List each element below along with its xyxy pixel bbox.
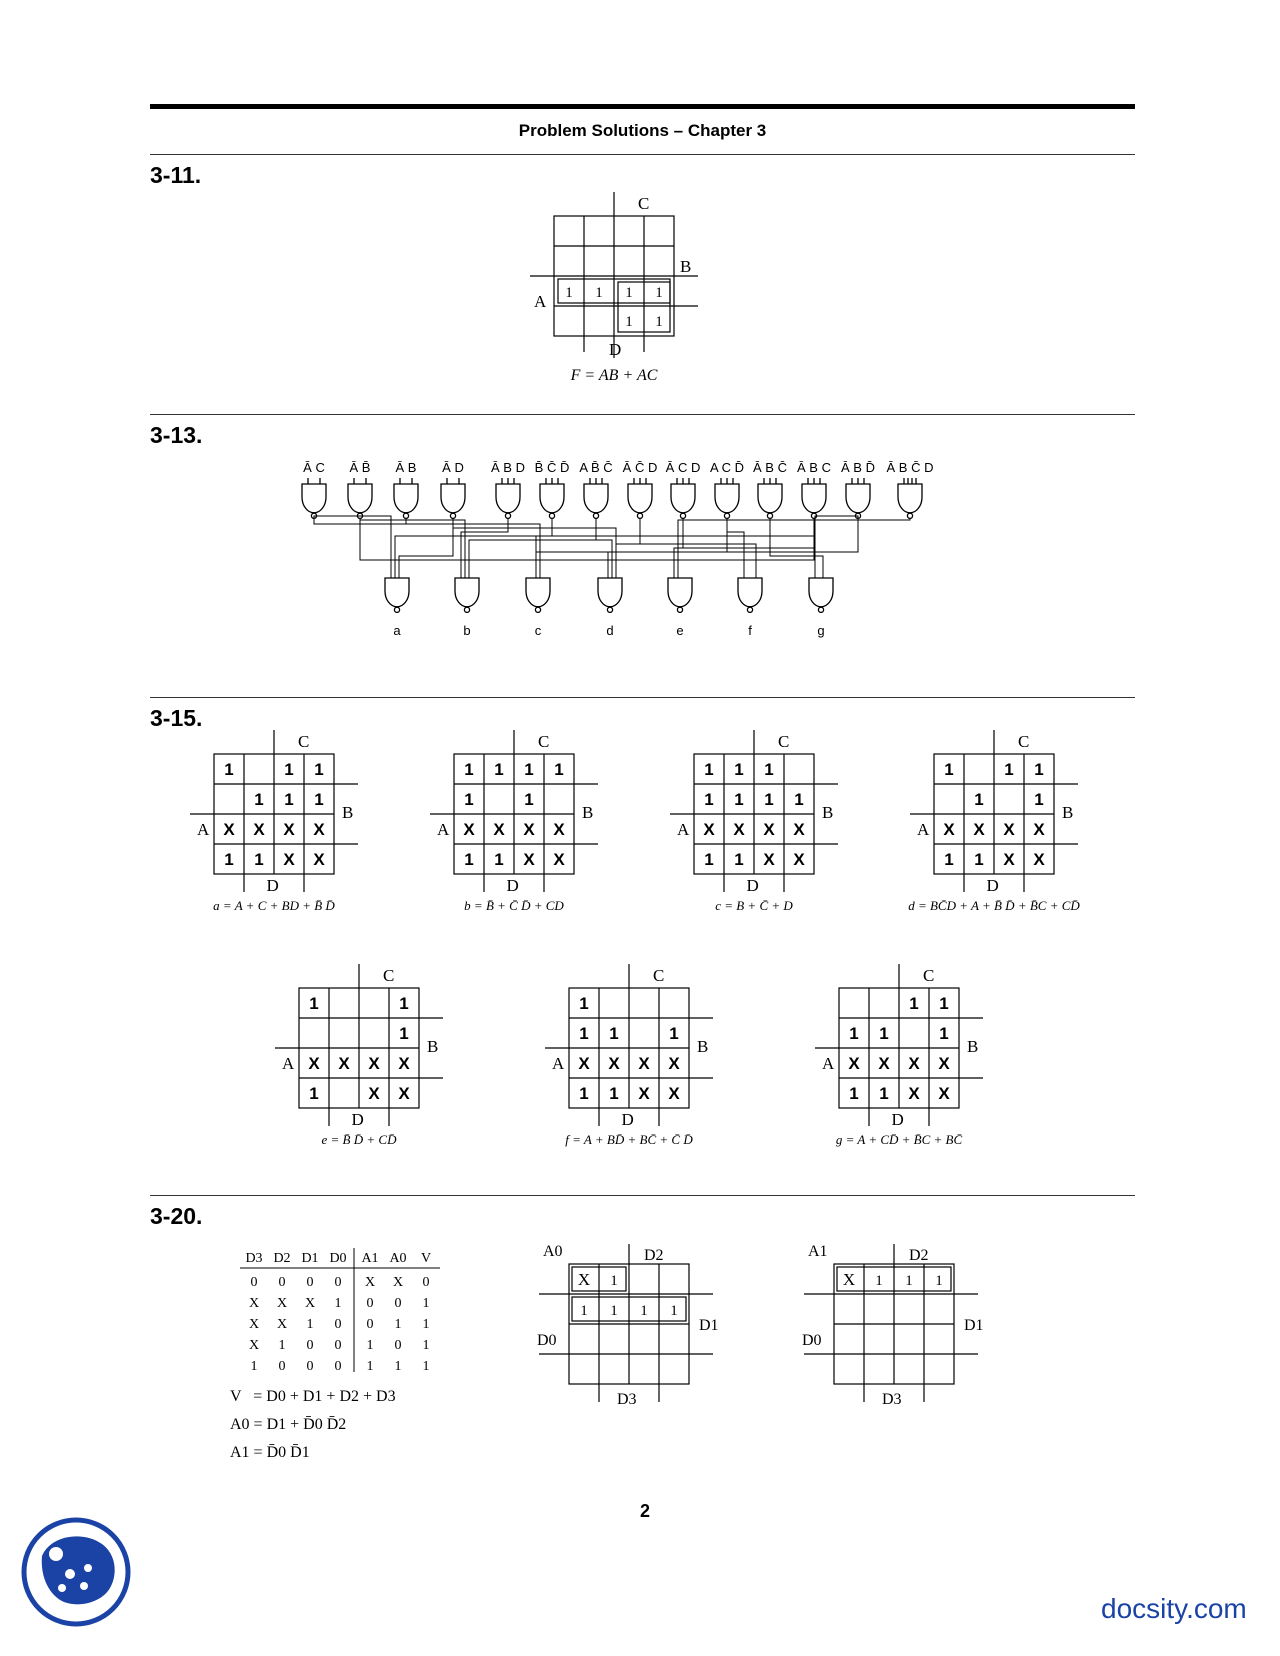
divider xyxy=(150,1195,1135,1196)
cell: 1 xyxy=(944,850,954,869)
gate-input-term: A C D̄ xyxy=(710,460,744,475)
output-label: f xyxy=(748,622,752,638)
table-header: V xyxy=(420,1251,432,1266)
cell: 1 xyxy=(610,1273,618,1289)
cell: 1 xyxy=(974,850,984,869)
cell: X xyxy=(938,1084,950,1103)
cell: X xyxy=(608,1054,620,1073)
table-cell: 0 xyxy=(394,1296,402,1311)
gate-input-term: Ā C D xyxy=(665,460,701,475)
cell: 1 xyxy=(494,850,504,869)
output-label: a xyxy=(393,622,401,638)
cell: 1 xyxy=(524,790,534,809)
cell: X xyxy=(938,1054,950,1073)
table-cell: 0 xyxy=(306,1359,314,1374)
cell: 1 xyxy=(595,285,603,301)
gate-input-term: Ā B C̄ D xyxy=(886,460,934,475)
right-label: D1 xyxy=(964,1317,984,1334)
table-cell: 1 xyxy=(422,1359,430,1374)
problem-number-3-13: 3-13. xyxy=(150,422,203,448)
header-divider xyxy=(150,154,1135,155)
cell: 1 xyxy=(640,1303,648,1319)
output-label: c xyxy=(534,622,542,638)
cell: X xyxy=(1003,820,1015,839)
equation-7: g = A + CD̄ + B̄C + BC̄ xyxy=(835,1132,963,1147)
cell: X xyxy=(368,1084,380,1103)
label-a: A xyxy=(437,820,450,839)
table-cell: 1 xyxy=(366,1338,374,1353)
cell: X xyxy=(338,1054,350,1073)
table-cell: X xyxy=(304,1296,316,1311)
table-header: A1 xyxy=(361,1251,379,1266)
top-label: D2 xyxy=(909,1247,929,1264)
corner-label: A0 xyxy=(543,1243,563,1260)
gate-network-3-13 xyxy=(300,460,1000,680)
table-cell: 1 xyxy=(422,1296,430,1311)
gate-input-term: A B̄ C̄ xyxy=(579,460,613,475)
cell: X xyxy=(668,1054,680,1073)
cell: 1 xyxy=(609,1084,619,1103)
label-d: D xyxy=(351,1110,364,1129)
cell: 1 xyxy=(655,285,663,301)
table-cell: 0 xyxy=(306,1275,314,1290)
equation-a1: A1 = D̄0 D̄1 xyxy=(230,1444,310,1461)
table-cell: X xyxy=(248,1317,260,1332)
label-c: C xyxy=(923,966,935,985)
running-head: Problem Solutions – Chapter 3 xyxy=(518,121,767,140)
bottom-label: D3 xyxy=(617,1391,637,1408)
cell: 1 xyxy=(974,790,984,809)
cell: 1 xyxy=(524,760,534,779)
cell: 1 xyxy=(579,1024,589,1043)
cell: X xyxy=(638,1054,650,1073)
cell: X xyxy=(638,1084,650,1103)
cell: X xyxy=(553,850,565,869)
cell: X xyxy=(1033,820,1045,839)
cell: 1 xyxy=(935,1273,943,1289)
cell: 1 xyxy=(939,994,949,1013)
label-c: C xyxy=(778,732,790,751)
table-cell: 1 xyxy=(366,1359,374,1374)
cell: 1 xyxy=(704,760,714,779)
truth-table-3-20 xyxy=(240,1246,450,1376)
label-c: C xyxy=(638,194,650,213)
label-c: C xyxy=(1018,732,1030,751)
equation-2: b = B̄ + C̄ D̄ + CD xyxy=(464,898,564,913)
kmap-7 xyxy=(805,962,1005,1152)
table-header: D0 xyxy=(329,1251,347,1266)
cell: 1 xyxy=(875,1273,883,1289)
cell: X xyxy=(253,820,265,839)
bottom-label: D3 xyxy=(882,1391,902,1408)
problem-number-3-20: 3-20. xyxy=(150,1203,203,1229)
table-header: D1 xyxy=(301,1251,319,1266)
table-cell: 1 xyxy=(394,1317,402,1332)
cell: 1 xyxy=(879,1024,889,1043)
cell: 1 xyxy=(579,994,589,1013)
cell: X xyxy=(523,850,535,869)
cell: 1 xyxy=(464,850,474,869)
cell: 1 xyxy=(734,790,744,809)
table-header: D2 xyxy=(273,1251,291,1266)
table-cell: 0 xyxy=(422,1275,430,1290)
label-d: D xyxy=(621,1110,634,1129)
brand-link[interactable]: docsity.com xyxy=(1101,1593,1247,1624)
cell: X xyxy=(368,1054,380,1073)
label-b: B xyxy=(342,803,354,822)
gate-input-term: Ā B xyxy=(395,460,417,475)
cell: X xyxy=(793,850,805,869)
cell: 1 xyxy=(309,994,319,1013)
table-cell: 0 xyxy=(334,1338,342,1353)
cell: 1 xyxy=(494,760,504,779)
cell: X xyxy=(1003,850,1015,869)
cell: 1 xyxy=(944,760,954,779)
cell: 1 xyxy=(254,850,264,869)
cell: X xyxy=(578,1054,590,1073)
label-d: D xyxy=(609,340,622,359)
label-b: B xyxy=(582,803,594,822)
cell: X xyxy=(493,820,505,839)
label-a: A xyxy=(282,1054,295,1073)
cell: 1 xyxy=(314,760,324,779)
kmap-1 xyxy=(180,728,380,918)
table-cell: 1 xyxy=(394,1359,402,1374)
cell: 1 xyxy=(284,760,294,779)
cell: 1 xyxy=(610,1303,618,1319)
gate-input-term: Ā C̄ D xyxy=(622,460,658,475)
output-label: b xyxy=(463,622,471,638)
cell: 1 xyxy=(554,760,564,779)
equation-3: c = B + C̄ + D xyxy=(715,898,793,913)
gate-input-term: Ā B D xyxy=(491,460,525,475)
cell: 1 xyxy=(879,1084,889,1103)
cell: X xyxy=(283,820,295,839)
cell: X xyxy=(763,850,775,869)
table-cell: 1 xyxy=(250,1359,258,1374)
label-a: A xyxy=(822,1054,835,1073)
gate-input-term: Ā C xyxy=(303,460,325,475)
kmap-6 xyxy=(535,962,735,1152)
equation-v: V = D0 + D1 + D2 + D3 xyxy=(230,1388,396,1405)
top-rule xyxy=(150,104,1135,109)
cell: X xyxy=(523,820,535,839)
equation-3-11: F = AB + AC xyxy=(570,367,658,384)
cell: 1 xyxy=(1004,760,1014,779)
label-d: D xyxy=(506,876,519,895)
gate-input-term: Ā B C xyxy=(797,460,831,475)
label-b: B xyxy=(1062,803,1074,822)
gate-input-term: B̄ C̄ D̄ xyxy=(534,460,570,475)
label-a: A xyxy=(197,820,210,839)
equation-1: a = A + C + BD + B̄ D̄ xyxy=(213,898,335,913)
cell: X xyxy=(463,820,475,839)
cell: 1 xyxy=(580,1303,588,1319)
cell: 1 xyxy=(565,285,573,301)
table-cell: X xyxy=(364,1275,376,1290)
cell: X xyxy=(553,820,565,839)
table-cell: 0 xyxy=(334,1359,342,1374)
label-c: C xyxy=(383,966,395,985)
label-b: B xyxy=(967,1037,979,1056)
equation-5: e = B̄ D̄ + CD̄ xyxy=(321,1132,397,1147)
cell: 1 xyxy=(284,790,294,809)
kmap-a0 xyxy=(535,1238,755,1423)
gate-input-term: Ā B D̄ xyxy=(841,460,875,475)
label-d: D xyxy=(746,876,759,895)
output-label: d xyxy=(606,622,614,638)
table-cell: 1 xyxy=(422,1317,430,1332)
cell: X xyxy=(793,820,805,839)
cell: 1 xyxy=(905,1273,913,1289)
table-cell: 0 xyxy=(278,1359,286,1374)
cell: X xyxy=(1033,850,1045,869)
cell: 1 xyxy=(464,790,474,809)
gate-input-term: Ā B C̄ xyxy=(753,460,787,475)
cell: 1 xyxy=(849,1024,859,1043)
label-b: B xyxy=(680,257,692,276)
kmap-3-11 xyxy=(520,190,720,390)
cell: 1 xyxy=(224,850,234,869)
cell: 1 xyxy=(1034,790,1044,809)
top-label: D2 xyxy=(644,1247,664,1264)
cell: 1 xyxy=(1034,760,1044,779)
output-label: g xyxy=(817,622,825,638)
right-label: D1 xyxy=(699,1317,719,1334)
cell: 1 xyxy=(704,790,714,809)
cell: 1 xyxy=(464,760,474,779)
label-a: A xyxy=(534,292,547,311)
cell: X xyxy=(908,1054,920,1073)
label-c: C xyxy=(298,732,310,751)
equation-6: f = A + BD̄ + BC̄ + C̄ D̄ xyxy=(565,1132,693,1147)
cell: X xyxy=(668,1084,680,1103)
cell: X xyxy=(848,1054,860,1073)
cell: X xyxy=(703,820,715,839)
cell: X xyxy=(283,850,295,869)
cell: X xyxy=(308,1054,320,1073)
cell: X xyxy=(313,820,325,839)
label-b: B xyxy=(822,803,834,822)
cell: 1 xyxy=(254,790,264,809)
label-c: C xyxy=(538,732,550,751)
label-d: D xyxy=(891,1110,904,1129)
label-d: D xyxy=(266,876,279,895)
gate-input-term: Ā B̄ xyxy=(349,460,371,475)
label-c: C xyxy=(653,966,665,985)
label-b: B xyxy=(427,1037,439,1056)
cell: X xyxy=(908,1084,920,1103)
cell: X xyxy=(398,1084,410,1103)
table-cell: 0 xyxy=(334,1317,342,1332)
table-cell: 0 xyxy=(278,1275,286,1290)
cell: X xyxy=(733,820,745,839)
cell: X xyxy=(313,850,325,869)
problem-number-3-11: 3-11. xyxy=(150,162,202,188)
cell: 1 xyxy=(399,994,409,1013)
table-cell: 0 xyxy=(250,1275,258,1290)
table-cell: X xyxy=(392,1275,404,1290)
cell: 1 xyxy=(704,850,714,869)
equation-a0: A0 = D1 + D̄0 D̄2 xyxy=(230,1416,347,1433)
cell: X xyxy=(763,820,775,839)
page-number: 2 xyxy=(639,1501,650,1521)
left-label: D0 xyxy=(802,1332,822,1349)
table-cell: 1 xyxy=(278,1338,286,1353)
cell: 1 xyxy=(849,1084,859,1103)
cell: 1 xyxy=(399,1024,409,1043)
cell: 1 xyxy=(734,850,744,869)
cell: X xyxy=(842,1270,856,1289)
cell: 1 xyxy=(609,1024,619,1043)
cell: 1 xyxy=(309,1084,319,1103)
docsity-logo[interactable] xyxy=(20,1516,132,1628)
label-a: A xyxy=(677,820,690,839)
table-header: D3 xyxy=(245,1251,263,1266)
kmap-4 xyxy=(900,728,1100,918)
cell: X xyxy=(223,820,235,839)
kmap-a1 xyxy=(800,1238,1020,1423)
cell: X xyxy=(973,820,985,839)
table-cell: 1 xyxy=(422,1338,430,1353)
problem-number-3-15: 3-15. xyxy=(150,705,203,731)
cell: 1 xyxy=(314,790,324,809)
cell: 1 xyxy=(939,1024,949,1043)
table-cell: X xyxy=(248,1296,260,1311)
cell: 1 xyxy=(625,285,633,301)
table-cell: 0 xyxy=(366,1317,374,1332)
kmap-2 xyxy=(420,728,620,918)
cell: 1 xyxy=(669,1024,679,1043)
cell: 1 xyxy=(734,760,744,779)
left-label: D0 xyxy=(537,1332,557,1349)
cell: 1 xyxy=(909,994,919,1013)
gate-input-term: Ā D xyxy=(442,460,464,475)
table-cell: 0 xyxy=(334,1275,342,1290)
table-cell: 1 xyxy=(306,1317,314,1332)
cell: 1 xyxy=(625,314,633,330)
table-cell: X xyxy=(248,1338,260,1353)
cell: 1 xyxy=(655,314,663,330)
corner-label: A1 xyxy=(808,1243,828,1260)
output-label: e xyxy=(676,622,684,638)
label-a: A xyxy=(552,1054,565,1073)
cell: X xyxy=(943,820,955,839)
table-header: A0 xyxy=(389,1251,407,1266)
label-b: B xyxy=(697,1037,709,1056)
cell: 1 xyxy=(670,1303,678,1319)
cell: 1 xyxy=(794,790,804,809)
table-cell: 1 xyxy=(334,1296,342,1311)
cell: 1 xyxy=(579,1084,589,1103)
table-cell: X xyxy=(276,1296,288,1311)
cell: X xyxy=(577,1270,591,1289)
cell: X xyxy=(878,1054,890,1073)
table-cell: 0 xyxy=(366,1296,374,1311)
table-cell: X xyxy=(276,1317,288,1332)
cell: 1 xyxy=(764,760,774,779)
label-d: D xyxy=(986,876,999,895)
table-cell: 0 xyxy=(394,1338,402,1353)
divider xyxy=(150,697,1135,698)
cell: 1 xyxy=(764,790,774,809)
table-cell: 0 xyxy=(306,1338,314,1353)
kmap-3 xyxy=(660,728,860,918)
cell: X xyxy=(398,1054,410,1073)
cell: 1 xyxy=(224,760,234,779)
divider xyxy=(150,414,1135,415)
kmap-5 xyxy=(265,962,465,1152)
label-a: A xyxy=(917,820,930,839)
equation-4: d = BC̄D + A + B̄ D̄ + B̄C + CD̄ xyxy=(908,898,1080,913)
